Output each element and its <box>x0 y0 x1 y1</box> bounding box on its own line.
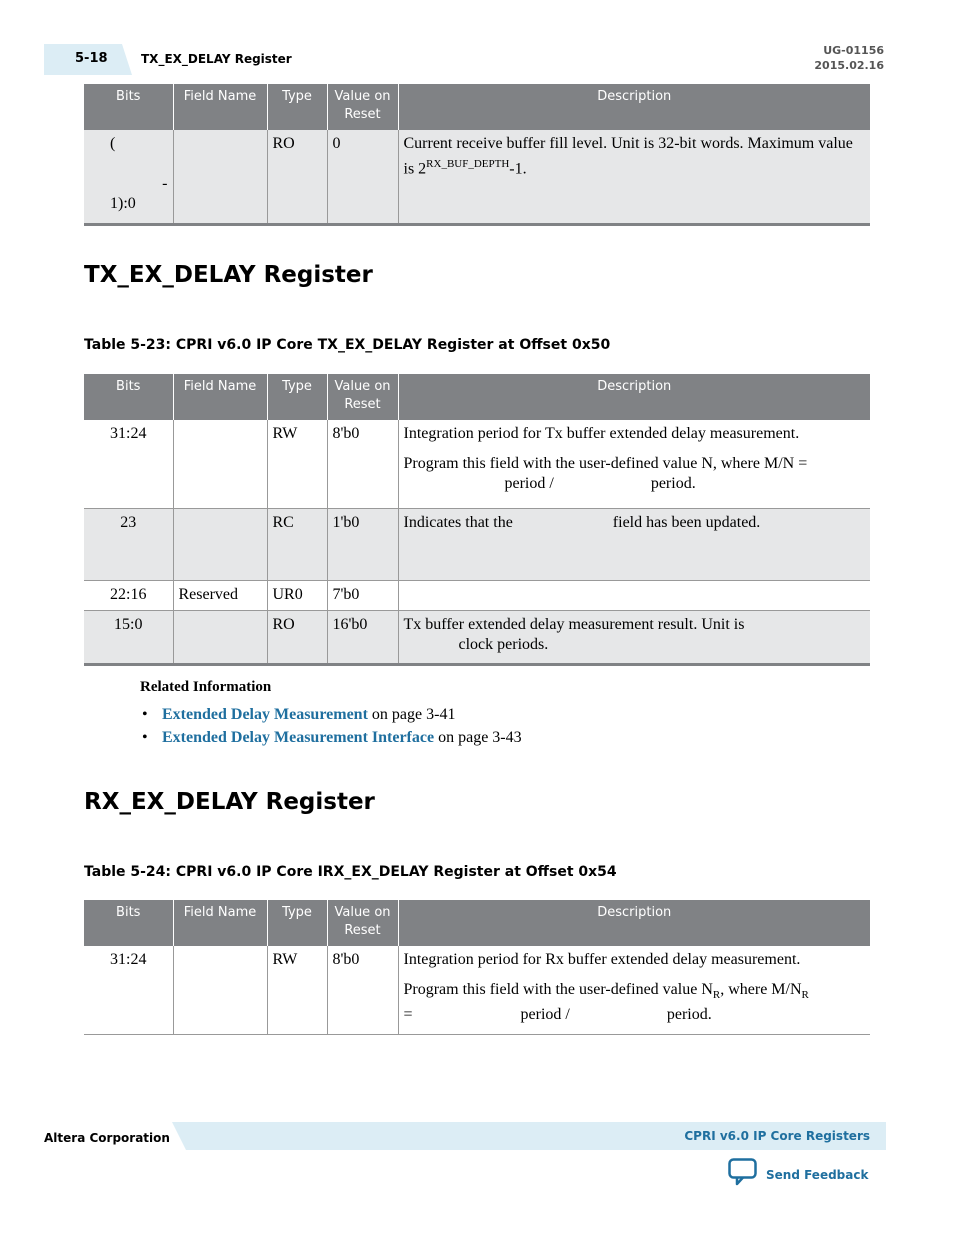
description-cell <box>398 508 870 580</box>
bits-cell: 15:0 <box>84 610 173 664</box>
related-information-heading: Related Information <box>140 679 272 695</box>
description-text: -1. <box>509 160 527 178</box>
col-reset: Value on Reset <box>327 900 398 946</box>
footer-company: Altera Corporation <box>44 1131 170 1145</box>
table-row <box>84 130 870 224</box>
send-feedback-label: Send Feedback <box>766 1167 869 1182</box>
continued-register-table <box>84 84 870 226</box>
col-field-name: Field Name <box>173 84 267 130</box>
description-text: Program this field with the user-defined value N, where M/N = <box>403 455 808 472</box>
table-row <box>84 580 870 610</box>
type-cell: RW <box>267 420 327 508</box>
col-bits: Bits <box>84 84 173 130</box>
description-text: , where M/N <box>720 981 802 998</box>
description-cell <box>398 130 870 224</box>
table-row <box>84 420 870 508</box>
field-cell <box>173 508 267 580</box>
description-text: Current receive buffer fill level. Unit is 32-bit words. Maximum value is 2 <box>403 135 853 178</box>
type-cell: RW <box>267 946 327 1034</box>
reset-cell: 1'b0 <box>327 508 398 580</box>
table-row <box>84 508 870 580</box>
description-text: = <box>403 1006 413 1024</box>
table-row <box>84 946 870 1034</box>
description-cell <box>398 610 870 664</box>
table-header-row <box>84 900 870 946</box>
description-paragraph <box>404 454 866 494</box>
col-reset: Value on Reset <box>327 84 398 130</box>
type-cell: RO <box>267 130 327 224</box>
description-text: Program this field with the user-defined value N <box>403 981 713 998</box>
field-cell <box>173 610 267 664</box>
field-cell <box>173 420 267 508</box>
description-text: Indicates that the <box>403 513 513 531</box>
col-type: Type <box>267 84 327 130</box>
description-paragraph <box>404 980 866 1025</box>
bits-cell: 23 <box>84 508 173 580</box>
type-cell: RO <box>267 610 327 664</box>
description-cell <box>398 946 870 1034</box>
table-caption: Table 5-23: CPRI v6.0 IP Core TX_EX_DELAY Register at Offset 0x50 <box>84 337 611 353</box>
type-cell: UR0 <box>267 580 327 610</box>
bits-cell: 22:16 <box>84 580 173 610</box>
table-header-row <box>84 374 870 420</box>
table-caption: Table 5-24: CPRI v6.0 IP Core IRX_EX_DELAY Register at Offset 0x54 <box>84 864 617 880</box>
description-subscript: R <box>712 989 721 1002</box>
description-text: period. <box>666 1006 712 1024</box>
col-description: Description <box>398 900 870 946</box>
link-extended-delay-measurement[interactable]: Extended Delay Measurement <box>162 706 368 723</box>
col-type: Type <box>267 900 327 946</box>
footer-chapter-link[interactable]: CPRI v6.0 IP Core Registers <box>684 1129 870 1143</box>
document-id <box>814 43 884 73</box>
reset-cell: 16'b0 <box>327 610 398 664</box>
list-item <box>140 706 522 729</box>
description-text: period / <box>504 475 554 492</box>
col-description: Description <box>398 374 870 420</box>
description-text: clock periods. <box>458 635 549 653</box>
description-text: Tx buffer extended delay measurement result. Unit is <box>403 615 745 633</box>
reset-cell: 8'b0 <box>327 946 398 1034</box>
description-superscript: RX_BUF_DEPTH <box>426 158 510 170</box>
bits-line: - <box>162 175 168 192</box>
section-title: RX_EX_DELAY Register <box>84 789 375 815</box>
reset-cell: 7'b0 <box>327 580 398 610</box>
bits-cell: 31:24 <box>84 946 173 1034</box>
field-cell <box>173 946 267 1034</box>
running-header-title: TX_EX_DELAY Register <box>141 52 292 66</box>
bits-cell <box>84 130 173 224</box>
table-header-row <box>84 84 870 130</box>
tx-ex-delay-table <box>84 374 870 666</box>
send-feedback-button[interactable] <box>728 1158 868 1191</box>
bits-cell: 31:24 <box>84 420 173 508</box>
link-extended-delay-measurement-interface[interactable]: Extended Delay Measurement Interface <box>162 729 435 746</box>
col-bits: Bits <box>84 900 173 946</box>
col-type: Type <box>267 374 327 420</box>
rx-ex-delay-table <box>84 900 870 1035</box>
bits-line: ( <box>110 135 116 152</box>
col-field-name: Field Name <box>173 374 267 420</box>
chat-bubble-icon <box>728 1158 757 1191</box>
doc-id-number: UG-01156 <box>823 44 884 57</box>
link-page-ref: on page 3-41 <box>371 706 456 723</box>
description-text: period. <box>650 475 696 492</box>
description-subscript: R <box>801 989 809 1002</box>
doc-date: 2015.02.16 <box>814 59 884 72</box>
related-links-list <box>140 706 522 752</box>
description-text: period / <box>520 1006 570 1024</box>
type-cell: RC <box>267 508 327 580</box>
col-reset: Value on Reset <box>327 374 398 420</box>
description-text: Integration period for Tx buffer extended delay measurement. <box>403 425 800 442</box>
description-text: field has been updated. <box>612 513 761 531</box>
description-cell <box>398 580 870 610</box>
bits-line: 1):0 <box>110 195 136 212</box>
col-description: Description <box>398 84 870 130</box>
page-number: 5-18 <box>75 51 108 66</box>
col-field-name: Field Name <box>173 900 267 946</box>
field-cell <box>173 130 267 224</box>
list-item <box>140 729 522 752</box>
field-cell: Reserved <box>173 580 267 610</box>
col-bits: Bits <box>84 374 173 420</box>
section-title: TX_EX_DELAY Register <box>84 262 373 288</box>
reset-cell: 8'b0 <box>327 420 398 508</box>
description-cell <box>398 420 870 508</box>
link-page-ref: on page 3-43 <box>438 729 522 746</box>
table-row <box>84 610 870 664</box>
reset-cell: 0 <box>327 130 398 224</box>
description-text: Integration period for Rx buffer extended delay measurement. <box>403 951 801 968</box>
